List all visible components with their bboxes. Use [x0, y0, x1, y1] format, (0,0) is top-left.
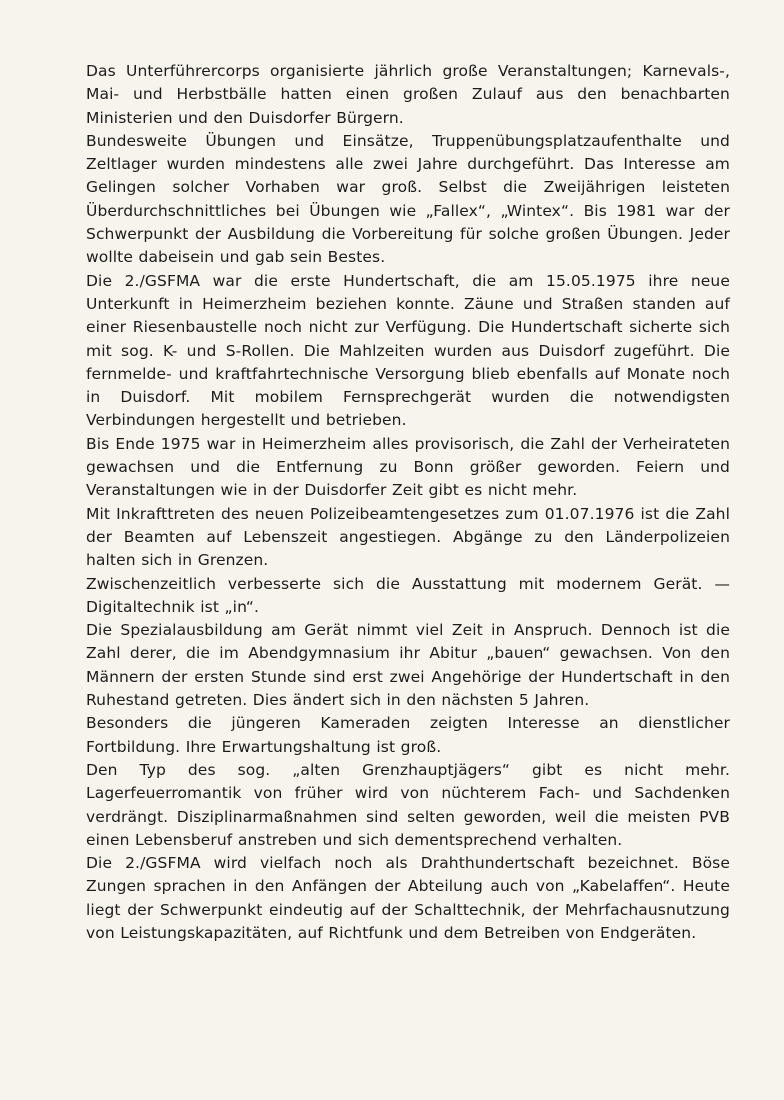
paragraph-training: Die Spezialausbildung am Gerät nimmt viel Zeit in Anspruch. Dennoch ist die Zahl derer, die im Abendgymnasium ihr Abitur „bauen“ gewachsen. Von den Männern der ersten Stunde sind erst zwei Angehörige der Hundertschaft in den Ruhestand getreten. Dies ändert sich in den nächsten 5 Jahren. [86, 621, 730, 710]
paragraph-border-hunter: Den Typ des sog. „alten Grenzhauptjägers“ gibt es nicht mehr. Lagerfeuerromantik von früher wird von nüchterem Fach- und Sachdenken verdrängt. Disziplinarmaßnahmen sind selten geworden, weil die meisten PVB einen Lebensberuf anstreben und sich dementsprechend verhalten. [86, 760, 730, 849]
paragraph-exercises: Bundesweite Übungen und Einsätze, Truppenübungsplatzaufenthalte und Zeltlager wurden mindestens alle zwei Jahre durchgeführt. Das Interesse am Gelingen solcher Vorhaben war groß. Selbst die Zweijährigen leisteten Überdurchschnittliches bei Übungen wie „Fallex“, „Wintex“. Bis 1981 war der Schwerpunkt der Ausbildung die Vorbereitung für solche großen Übungen. Jeder wollte dabeisein und gab sein Bestes. [86, 131, 730, 267]
paragraph-relocation: Die 2./GSFMA war die erste Hundertschaft, die am 15.05.1975 ihre neue Unterkunft in Heimerzheim beziehen konnte. Zäune und Straßen standen auf einer Riesenbaustelle noch nicht zur Verfügung. Die Hundertschaft sicherte sich mit sog. K- und S-Rollen. Die Mahlzeiten wurden aus Duisdorf zugeführt. Die fernmelde- und kraftfahrtechnische Versorgung blieb ebenfalls auf Monate noch in Duisdorf. Mit mobilem Fernsprechgerät wurden die notwendigsten Verbindungen hergestellt und betrieben. [86, 271, 730, 430]
document-page [86, 60, 730, 945]
paragraph-civil-service-law: Mit Inkrafttreten des neuen Polizeibeamtengesetzes zum 01.07.1976 ist die Zahl der Beamten auf Lebenszeit angestiegen. Abgänge zu den Länderpolizeien halten sich in Grenzen. [86, 504, 730, 570]
paragraph-wire-company: Die 2./GSFMA wird vielfach noch als Drahthundertschaft bezeichnet. Böse Zungen sprachen in den Anfängen der Abteilung auch von „Kabelaffen“. Heute liegt der Schwerpunkt eindeutig auf der Schalttechnik, der Mehrfachausnutzung von Leistungskapazitäten, auf Richtfunk und dem Betreiben von Endgeräten. [86, 854, 730, 942]
paragraph-equipment: Zwischenzeitlich verbesserte sich die Ausstattung mit modernem Gerät. — Digitaltechnik ist „in“. [86, 574, 730, 616]
paragraph-further-education: Besonders die jüngeren Kameraden zeigten Interesse an dienstlicher Fortbildung. Ihre Erwartungshaltung ist groß. [86, 714, 730, 756]
paragraph-festivities: Das Unterführercorps organisierte jährlich große Veranstaltungen; Karnevals-, Mai- und Herbstbälle hatten einen großen Zulauf aus den benachbarten Ministerien und den Duisdorfer Bürgern. [86, 62, 730, 127]
paragraph-provisional: Bis Ende 1975 war in Heimerzheim alles provisorisch, die Zahl der Verheirateten gewachsen und die Entfernung zu Bonn größer geworden. Feiern und Veranstaltungen wie in der Duisdorfer Zeit gibt es nicht mehr. [86, 434, 730, 500]
